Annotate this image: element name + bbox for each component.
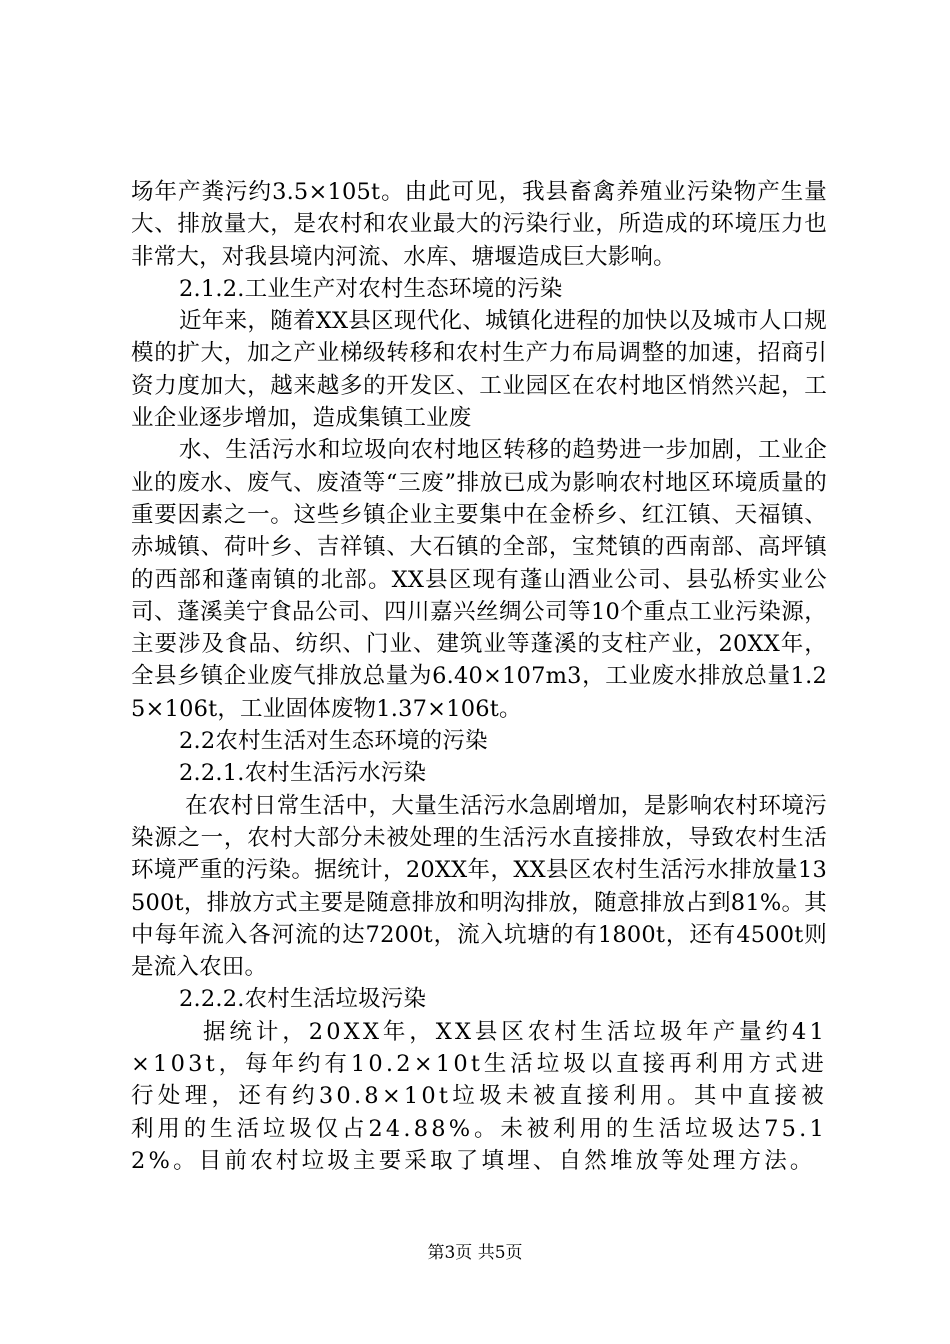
paragraph-industrial-intro: 近年来，随着XX县区现代化、城镇化进程的加快以及城市人口规模的扩大，加之产业梯级转移和农村生产力布局调整的加速，招商引资力度加大，越来越多的开发区、工业园区在农村地区悄然兴起，工业企业逐步增加，造成集镇工业废 <box>131 308 827 432</box>
paragraph-industrial-waste: 水、生活污水和垃圾向农村地区转移的趋势进一步加剧，工业企业的废水、废气、废渣等“三废”排放已成为影响农村地区环境质量的重要因素之一。这些乡镇企业主要集中在金桥乡、红江镇、天福镇、赤城镇、荷叶乡、吉祥镇、大石镇的全部，宝梵镇的西南部、高坪镇的西部和蓬南镇的北部。XX县区现有蓬山酒业公司、县弘桥实业公司、蓬溪美宁食品公司、四川嘉兴丝绸公司等10个重点工业污染源，主要涉及食品、纺织、门业、建筑业等蓬溪的支柱产业，20XX年，全县乡镇企业废气排放总量为6.40×107m3，工业废水排放总量1.25×106t，工业固体废物1.37×106t。 <box>131 437 827 722</box>
section-heading-2-2-2: 2.2.2.农村生活垃圾污染 <box>179 986 427 1013</box>
paragraph-livestock-pollution: 场年产粪污约3.5×105t。由此可见，我县畜禽养殖业污染物产生量大、排放量大，是农村和农业最大的污染行业，所造成的环境压力也非常大，对我县境内河流、水库、塘堰造成巨大影响。 <box>131 179 827 270</box>
document-body <box>131 176 827 1177</box>
page-footer: 第3页 共5页 <box>427 1243 523 1263</box>
paragraph-sewage: 在农村日常生活中，大量生活污水急剧增加，是影响农村环境污染源之一，农村大部分未被处理的生活污水直接排放，导致农村生活环境严重的污染。据统计，20XX年，XX县区农村生活污水排放量13500t，排放方式主要是随意排放和明沟排放，随意排放占到81%。其中每年流入各河流的达7200t，流入坑塘的有1800t，还有4500t则是流入农田。 <box>131 792 827 981</box>
section-heading-2-1-2: 2.1.2.工业生产对农村生态环境的污染 <box>179 275 563 302</box>
paragraph-garbage: 据统计，20XX年，XX县区农村生活垃圾年产量约41×103t，每年约有10.2×10t生活垃圾以直接再利用方式进行处理，还有约30.8×10t垃圾未被直接利用。其中直接被利用的生活垃圾仅占24.88%。未被利用的生活垃圾达75.12%。目前农村垃圾主要采取了填埋、自然堆放等处理方法。 <box>131 1018 827 1174</box>
section-heading-2-2-1: 2.2.1.农村生活污水污染 <box>179 760 427 787</box>
section-heading-2-2: 2.2农村生活对生态环境的污染 <box>179 728 488 755</box>
